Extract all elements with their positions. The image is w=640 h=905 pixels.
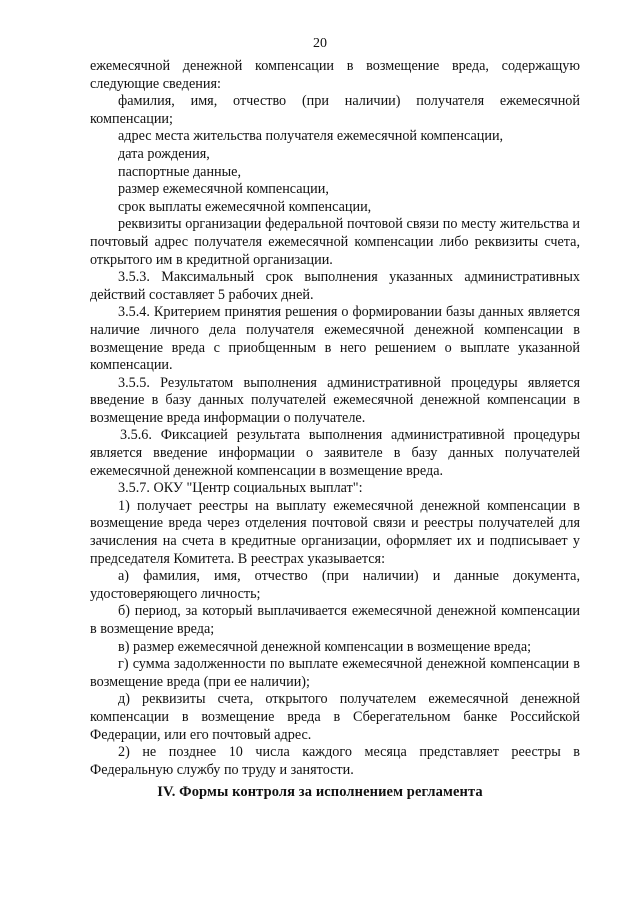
paragraph: 3.5.3. Максимальный срок выполнения указанных административных действий составляет 5 рабочих дней. (90, 269, 580, 303)
paragraph: б) период, за который выплачивается ежемесячной денежной компенсации в возмещение вреда; (90, 603, 580, 637)
paragraph: а) фамилия, имя, отчество (при наличии) и данные документа, удостоверяющего личность; (90, 568, 580, 602)
paragraph: срок выплаты ежемесячной компенсации, (118, 198, 372, 215)
paragraph: адрес места жительства получателя ежемесячной компенсации, (118, 128, 504, 145)
paragraph: д) реквизиты счета, открытого получателем ежемесячной денежной компенсации в возмещение вреда в Сберегательном банке Российской Федерации, или его почтовый адрес. (90, 691, 580, 743)
paragraph: фамилия, имя, отчество (при наличии) получателя ежемесячной компенсации; (90, 93, 580, 127)
paragraph: реквизиты организации федеральной почтовой связи по месту жительства и почтовый адрес получателя ежемесячной компенсации либо реквизиты счета, открытого им в кредитной организации. (90, 216, 580, 268)
paragraph: размер ежемесячной компенсации, (118, 181, 329, 198)
paragraph: 3.5.7. ОКУ "Центр социальных выплат": (118, 480, 363, 497)
paragraph: 1) получает реестры на выплату ежемесячной денежной компенсации в возмещение вреда через отделения почтовой связи и реестры получателей для зачисления на счета в кредитные организации, оформляет их и подписывает у председателя Комитета. В реестрах указывается: (90, 497, 580, 567)
paragraph: паспортные данные, (118, 163, 242, 180)
paragraph: 3.5.4. Критерием принятия решения о формировании базы данных является наличие личного дела получателя ежемесячной денежной компенсации в возмещение вреда с приобщенным в него решением о выплате указанной компенсации. (90, 304, 580, 374)
paragraph: в) размер ежемесячной денежной компенсации в возмещение вреда; (118, 638, 532, 655)
paragraph: дата рождения, (118, 145, 210, 162)
paragraph: ежемесячной денежной компенсации в возмещение вреда, содержащую следующие сведения: (90, 58, 580, 92)
paragraph: г) сумма задолженности по выплате ежемесячной денежной компенсации в возмещение вреда (при ее наличии); (90, 656, 580, 690)
paragraph: 2) не позднее 10 числа каждого месяца представляет реестры в Федеральную службу по труду и занятости. (90, 744, 580, 778)
section-heading: IV. Формы контроля за исполнением регламента (157, 784, 483, 800)
paragraph: 3.5.5. Результатом выполнения административной процедуры является введение в базу данных получателей ежемесячной денежной компенсации в возмещение вреда информации о получателе. (90, 374, 580, 426)
paragraph: 3.5.6. Фиксацией результата выполнения административной процедуры является введение информации о заявителе в базу данных получателей ежемесячной денежной компенсации в возмещение вреда. (90, 427, 580, 479)
body-text (90, 58, 580, 779)
page-number: 20 (313, 36, 327, 51)
